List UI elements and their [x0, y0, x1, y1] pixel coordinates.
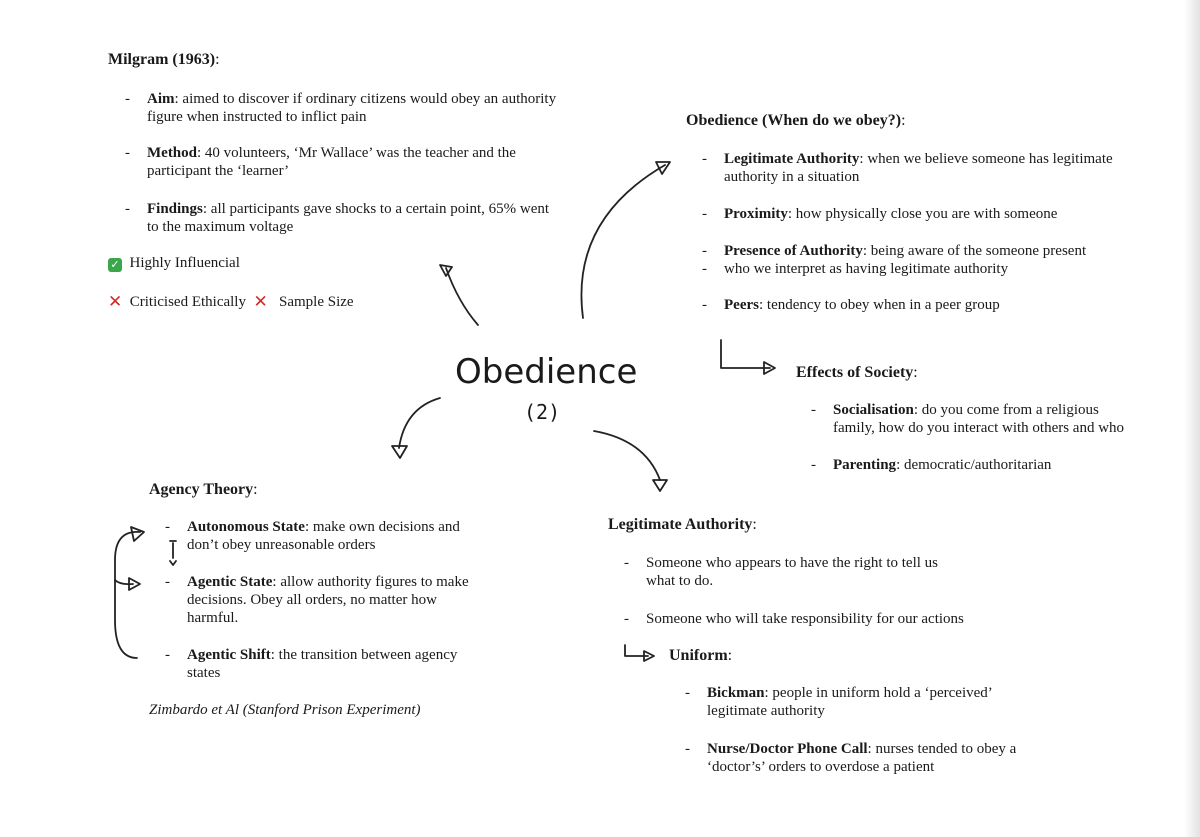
check-mark-icon: ✓: [108, 258, 122, 272]
obey-peers: - Peers: tendency to obey when in a peer group: [702, 297, 1000, 313]
agency-autonomous-state: - Autonomous State: make own decisions and don’t obey unreasonable orders: [165, 519, 460, 553]
agency-reference: Zimbardo et Al (Stanford Prison Experiment): [149, 702, 421, 718]
agency-heading: Agency Theory:: [149, 481, 258, 498]
milgram-aim: - Aim: aimed to discover if ordinary citizens would obey an authority figure when instructed to inflict pain: [125, 91, 557, 125]
cross-icon: ✕: [253, 292, 268, 312]
society-heading: Effects of Society:: [796, 364, 918, 381]
arrow-to-milgram-icon: [446, 268, 478, 325]
obey-presence-of-authority: - Presence of Authority: being aware of the someone present - who we interpret as having legitimate authority: [702, 243, 1087, 277]
obey-legitimate-authority: - Legitimate Authority: when we believe someone has legitimate authority in a situation: [702, 151, 1113, 185]
legit-heading: Legitimate Authority:: [608, 516, 757, 533]
arrow-to-society-icon: [721, 340, 770, 368]
society-parenting: - Parenting: democratic/authoritarian: [811, 457, 1052, 473]
milgram-strength: ✓ Highly Influencial: [108, 254, 240, 272]
agency-cycle-bracket-icon: [115, 532, 140, 658]
agency-agentic-state: - Agentic State: allow authority figures to make decisions. Obey all orders, no matter how harmful.: [165, 574, 469, 626]
milgram-heading: Milgram (1963):: [108, 51, 220, 68]
milgram-findings: - Findings: all participants gave shocks to a certain point, 65% went to the maximum voltage: [125, 201, 550, 235]
arrow-to-legit-icon: [594, 431, 660, 480]
society-socialisation: - Socialisation: do you come from a religious family, how do you interact with others and who: [811, 402, 1125, 436]
agency-agentic-shift: - Agentic Shift: the transition between agency states: [165, 647, 458, 681]
arrow-to-agency-icon: [399, 398, 440, 448]
obey-heading: Obedience (When do we obey?):: [686, 112, 906, 129]
legit-item-responsibility: - Someone who will take responsibility for our actions: [624, 611, 964, 627]
center-title: Obedience: [455, 352, 638, 392]
uniform-nurse-doctor: - Nurse/Doctor Phone Call: nurses tended to obey a ‘doctor’s’ orders to overdose a patient: [685, 741, 1017, 775]
uniform-bickman: - Bickman: people in uniform hold a ‘perceived’ legitimate authority: [685, 685, 993, 719]
obey-proximity: - Proximity: how physically close you are with someone: [702, 206, 1058, 222]
center-subtitle: (2): [524, 400, 561, 424]
cross-icon: ✕: [108, 292, 123, 312]
arrow-to-obey-icon: [581, 165, 665, 318]
legit-item-right-to-tell: - Someone who appears to have the right to tell us what to do.: [624, 555, 939, 589]
milgram-weaknesses: ✕ Criticised Ethically ✕ Sample Size: [108, 292, 354, 312]
uniform-heading: Uniform:: [669, 647, 733, 664]
milgram-method: - Method: 40 volunteers, ‘Mr Wallace’ was the teacher and the participant the ‘learner’: [125, 145, 516, 179]
